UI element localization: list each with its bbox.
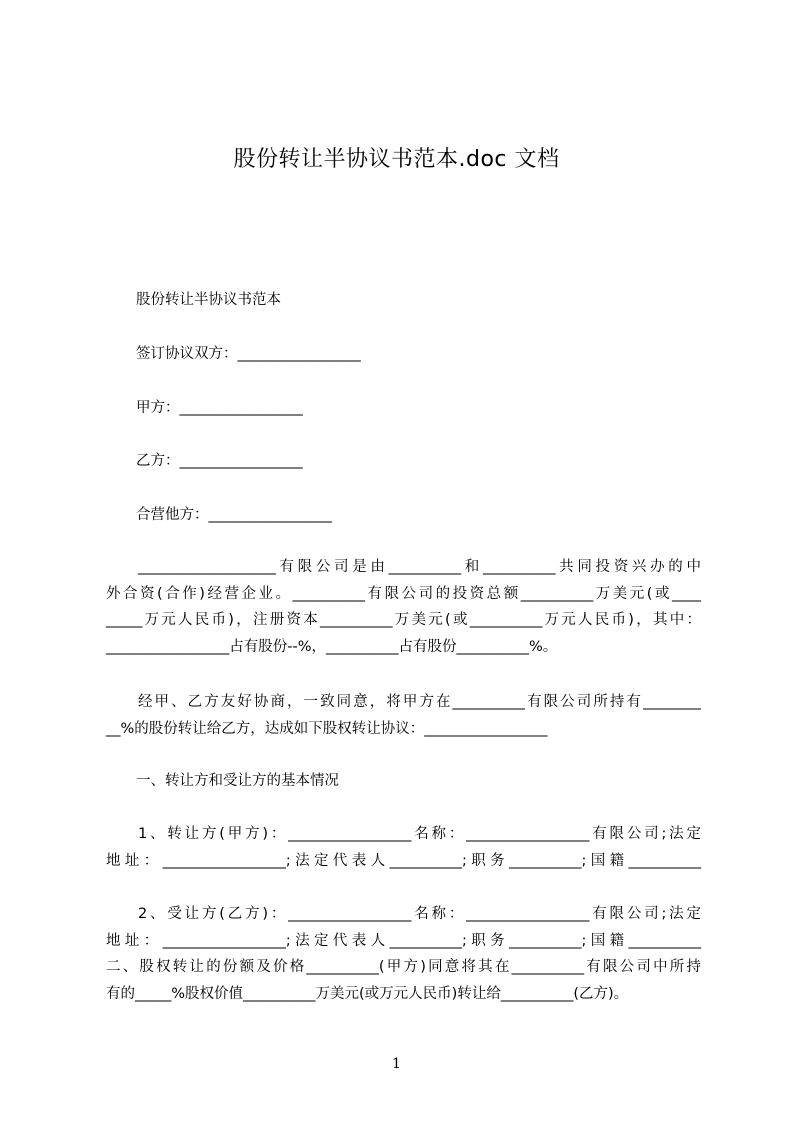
paragraph-line: 二、股权转让的份额及价格__________(甲方)同意将其在__________有限公司中所持 — [106, 959, 701, 975]
paragraph-line: 经甲、乙方友好协商，一致同意，将甲方在__________有限公司所持有________ — [138, 694, 701, 710]
paragraph-line: 地址：_________________;法定代表人__________;职务__________;国籍__________ — [106, 932, 701, 949]
paragraph-line: ___________________有限公司是由__________和__________共同投资兴办的中 — [138, 559, 701, 575]
paragraph-line: 1、转让方(甲方)：_________________名称：_________________有限公司;法定 — [138, 826, 701, 842]
transferor-paragraph — [106, 821, 701, 874]
section-2-paragraph — [106, 954, 701, 1007]
party-b-line: 乙方：_________________ — [136, 453, 303, 469]
party-a-line: 甲方：_________________ — [136, 400, 303, 416]
paragraph-line: 外合资(合作)经营企业。__________有限公司的投资总额__________万美元(或____ — [106, 585, 701, 602]
jv-party-line: 合营他方：_________________ — [136, 507, 332, 523]
consult-paragraph — [106, 689, 701, 742]
paragraph-line: 有的_____%股权价值__________万美元(或万元人民币)转让给__________(乙方)。 — [106, 985, 629, 1002]
paragraph-line: __%的股份转让给乙方，达成如下股权转让协议：_________________ — [106, 720, 548, 737]
intro-paragraph — [106, 554, 701, 660]
section-1-heading: 一、转让方和受让方的基本情况 — [136, 773, 339, 789]
document-title: 股份转让半协议书范本.doc 文档 — [233, 147, 560, 172]
paragraph-line: _____万元人民币)，注册资本__________万美元(或__________万元人民币)，其中： — [106, 612, 701, 628]
signing-parties-line: 签订协议双方：_________________ — [136, 346, 361, 362]
transferee-paragraph — [106, 901, 701, 954]
agreement-subtitle: 股份转让半协议书范本 — [136, 292, 281, 308]
paragraph-line: _________________占有股份--%，__________占有股份__________%。 — [106, 638, 558, 655]
page-number: 1 — [392, 1056, 401, 1072]
paragraph-line: 2、受让方(乙方)：_________________名称：_________________有限公司;法定 — [138, 906, 701, 922]
paragraph-line: 地址：_________________;法定代表人__________;职务__________;国籍__________ — [106, 852, 701, 869]
